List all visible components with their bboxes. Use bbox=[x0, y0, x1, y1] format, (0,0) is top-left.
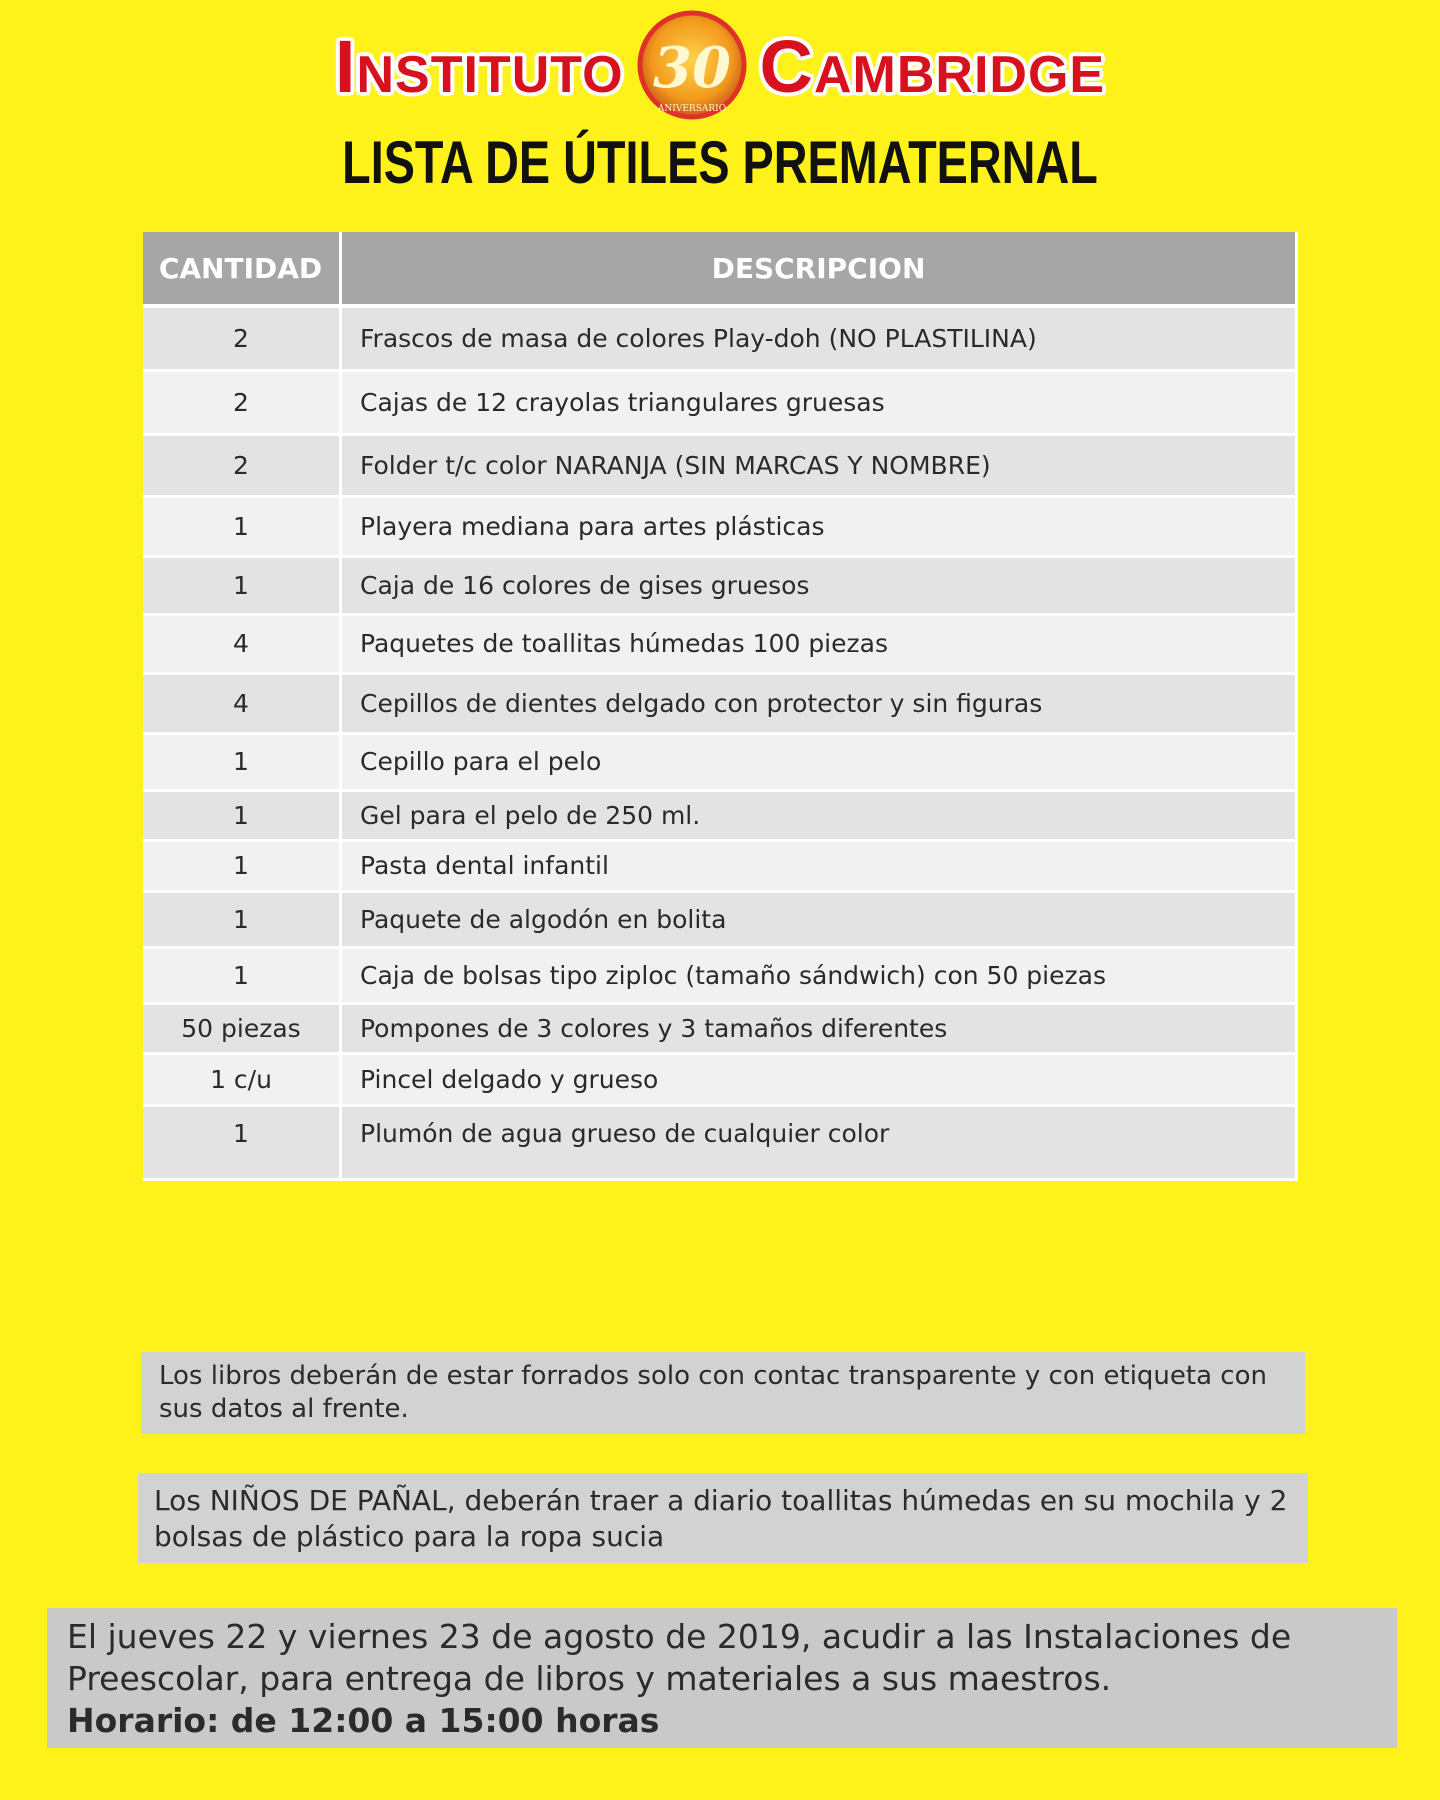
table-row bbox=[143, 673, 1297, 733]
hours-text: Horario: de 12:00 a 15:00 horas bbox=[67, 1701, 660, 1740]
quantity-cell: 2 bbox=[143, 370, 341, 434]
quantity-cell: 1 bbox=[143, 891, 341, 947]
quantity-cell: 1 bbox=[143, 840, 341, 891]
brand-header bbox=[0, 12, 1440, 122]
table-row bbox=[143, 370, 1297, 434]
quantity-cell: 1 bbox=[143, 947, 341, 1003]
quantity-cell: 1 bbox=[143, 733, 341, 790]
quantity-cell: 1 bbox=[143, 496, 341, 556]
description-cell: Playera mediana para artes plásticas bbox=[341, 496, 1297, 556]
quantity-cell: 1 bbox=[143, 556, 341, 614]
table-row bbox=[143, 1003, 1297, 1053]
description-cell: Pincel delgado y grueso bbox=[341, 1053, 1297, 1105]
quantity-cell: 4 bbox=[143, 673, 341, 733]
description-cell: Pasta dental infantil bbox=[341, 840, 1297, 891]
books-note: Los libros deberán de estar forrados solo con contac transparente y con etiqueta con sus datos al frente. bbox=[141, 1352, 1305, 1434]
description-cell: Paquetes de toallitas húmedas 100 piezas bbox=[341, 614, 1297, 673]
table-row bbox=[143, 891, 1297, 947]
description-cell: Folder t/c color NARANJA (SIN MARCAS Y NOMBRE) bbox=[341, 434, 1297, 496]
table-row bbox=[143, 790, 1297, 840]
quantity-cell: 2 bbox=[143, 434, 341, 496]
table-row bbox=[143, 614, 1297, 673]
badge-caption: ANIVERSARIO bbox=[657, 104, 726, 114]
brand-name-left: Instituto bbox=[334, 25, 624, 108]
description-cell: Cepillos de dientes delgado con protector y sin figuras bbox=[341, 673, 1297, 733]
quantity-cell: 50 piezas bbox=[143, 1003, 341, 1053]
table-row bbox=[143, 947, 1297, 1003]
description-cell: Caja de 16 colores de gises gruesos bbox=[341, 556, 1297, 614]
page-title: LISTA DE ÚTILES PREMATERNAL bbox=[342, 129, 1098, 196]
quantity-cell: 1 bbox=[143, 790, 341, 840]
description-cell: Plumón de agua grueso de cualquier color bbox=[341, 1105, 1297, 1179]
description-cell: Cepillo para el pelo bbox=[341, 733, 1297, 790]
badge-number: 30 bbox=[652, 35, 731, 101]
delivery-text: El jueves 22 y viernes 23 de agosto de 2019, acudir a las Instalaciones de Preescolar, para entrega de libros y materiales a sus maestros. bbox=[67, 1617, 1292, 1698]
brand-name-right: Cambridge bbox=[759, 25, 1106, 108]
quantity-column-header: CANTIDAD bbox=[143, 232, 341, 306]
description-cell: Frascos de masa de colores Play-doh (NO PLASTILINA) bbox=[341, 306, 1297, 370]
quantity-cell: 4 bbox=[143, 614, 341, 673]
quantity-cell: 2 bbox=[143, 306, 341, 370]
delivery-note bbox=[47, 1608, 1397, 1748]
table-row bbox=[143, 434, 1297, 496]
description-column-header: DESCRIPCION bbox=[341, 232, 1297, 306]
table-row bbox=[143, 496, 1297, 556]
description-cell: Paquete de algodón en bolita bbox=[341, 891, 1297, 947]
description-cell: Gel para el pelo de 250 ml. bbox=[341, 790, 1297, 840]
description-cell: Pompones de 3 colores y 3 tamaños diferentes bbox=[341, 1003, 1297, 1053]
supplies-table bbox=[143, 232, 1298, 1181]
diapers-note: Los NIÑOS DE PAÑAL, deberán traer a diario toallitas húmedas en su mochila y 2 bolsas de plástico para la ropa sucia bbox=[138, 1473, 1308, 1563]
table-row bbox=[143, 840, 1297, 891]
table-row bbox=[143, 733, 1297, 790]
table-row bbox=[143, 306, 1297, 370]
table-row bbox=[143, 1053, 1297, 1105]
description-cell: Caja de bolsas tipo ziploc (tamaño sándwich) con 50 piezas bbox=[341, 947, 1297, 1003]
description-cell: Cajas de 12 crayolas triangulares gruesas bbox=[341, 370, 1297, 434]
quantity-cell: 1 bbox=[143, 1105, 341, 1179]
anniversary-badge-icon bbox=[632, 7, 752, 127]
quantity-cell: 1 c/u bbox=[143, 1053, 341, 1105]
table-header-row bbox=[143, 232, 1297, 306]
table-row bbox=[143, 1105, 1297, 1179]
table-row bbox=[143, 556, 1297, 614]
